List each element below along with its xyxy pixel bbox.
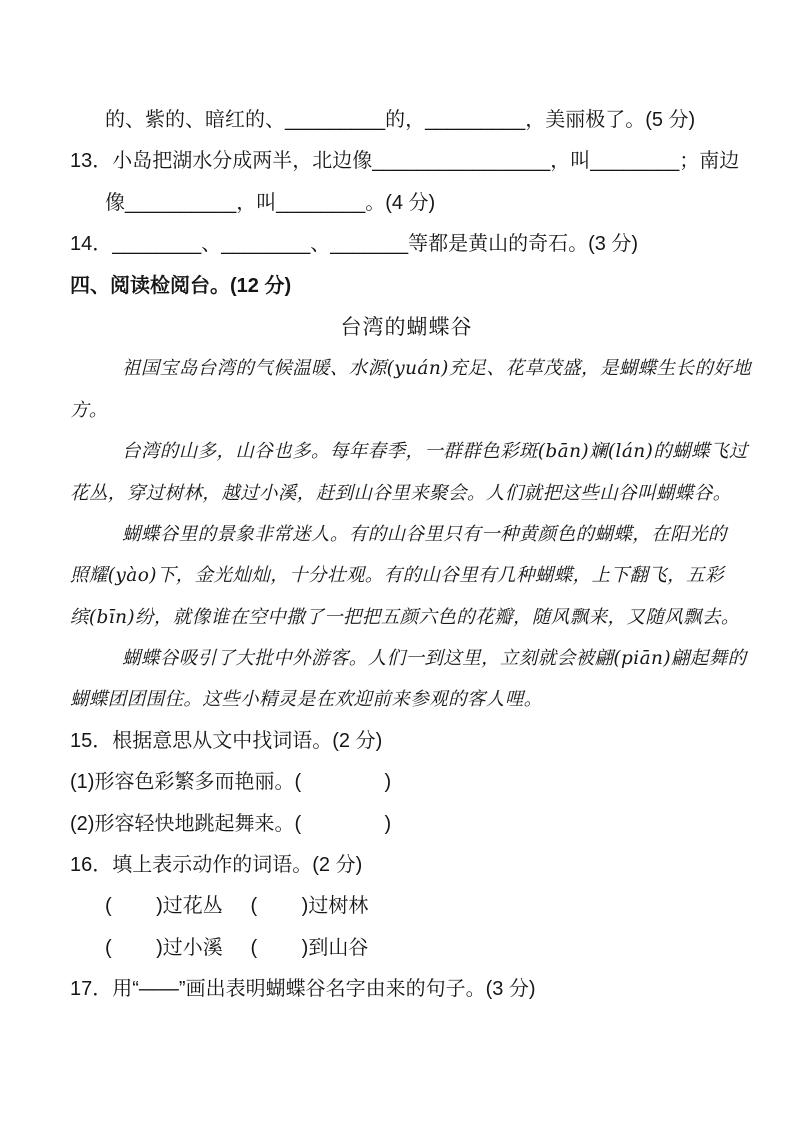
question-15-stem: 15．根据意思从文中找词语。(2 分)	[70, 729, 383, 752]
passage-p3-line-3: 缤(bīn)纷，就像谁在空中撒了一把把五颜六色的花瓣，随风飘来，又随风飘去。	[70, 606, 740, 628]
section-4-heading: 四、阅读检阅台。(12 分)	[70, 274, 292, 297]
question-16-row-1: ( )过花丛 ( )过树林	[105, 895, 369, 918]
question-16-row-2: ( )过小溪 ( )到山谷	[105, 936, 369, 959]
passage-p2-line-2: 花丛，穿过树林，越过小溪，赶到山谷里来聚会。人们就把这些山谷叫蝴蝶谷。	[70, 482, 732, 504]
question-13-line-2: 像__________，叫________。(4 分)	[105, 191, 436, 214]
passage-p1-line-2: 方。	[70, 399, 108, 421]
passage-p3-line-1: 蝴蝶谷里的景象非常迷人。有的山谷里只有一种黄颜色的蝴蝶，在阳光的	[122, 523, 727, 545]
passage-p2-line-1: 台湾的山多，山谷也多。每年春季，一群群色彩斑(bān)斓(lán)的蝴蝶飞过	[122, 441, 748, 463]
question-16-stem: 16．填上表示动作的词语。(2 分)	[70, 854, 363, 877]
question-14: 14．________、________、_______等都是黄山的奇石。(3 分)	[70, 233, 639, 256]
passage-p4-line-1: 蝴蝶谷吸引了大批中外游客。人们一到这里，立刻就会被翩(piān)翩起舞的	[122, 648, 747, 670]
question-15-item-2: (2)形容轻快地跳起舞来。( )	[70, 812, 392, 835]
question-17: 17．用“——”画出表明蝴蝶谷名字由来的句子。(3 分)	[70, 978, 536, 1001]
question-15-item-1: (1)形容色彩繁多而艳丽。( )	[70, 771, 392, 794]
passage-p4-line-2: 蝴蝶团团围住。这些小精灵是在欢迎前来参观的客人哩。	[70, 689, 543, 711]
passage-title: 台湾的蝴蝶谷	[340, 315, 473, 339]
question-12-continuation-line: 的、紫的、暗红的、_________的，_________，美丽极了。(5 分)	[105, 109, 696, 131]
passage-p1-line-1: 祖国宝岛台湾的气候温暖、水源(yuán)充足、花草茂盛，是蝴蝶生长的好地	[122, 358, 752, 380]
passage-p3-line-2: 照耀(yào)下，金光灿灿，十分壮观。有的山谷里有几种蝴蝶，上下翻飞，五彩	[70, 565, 724, 587]
question-13-line-1: 13．小岛把湖水分成两半，北边像________________，叫________；南边	[70, 150, 740, 173]
